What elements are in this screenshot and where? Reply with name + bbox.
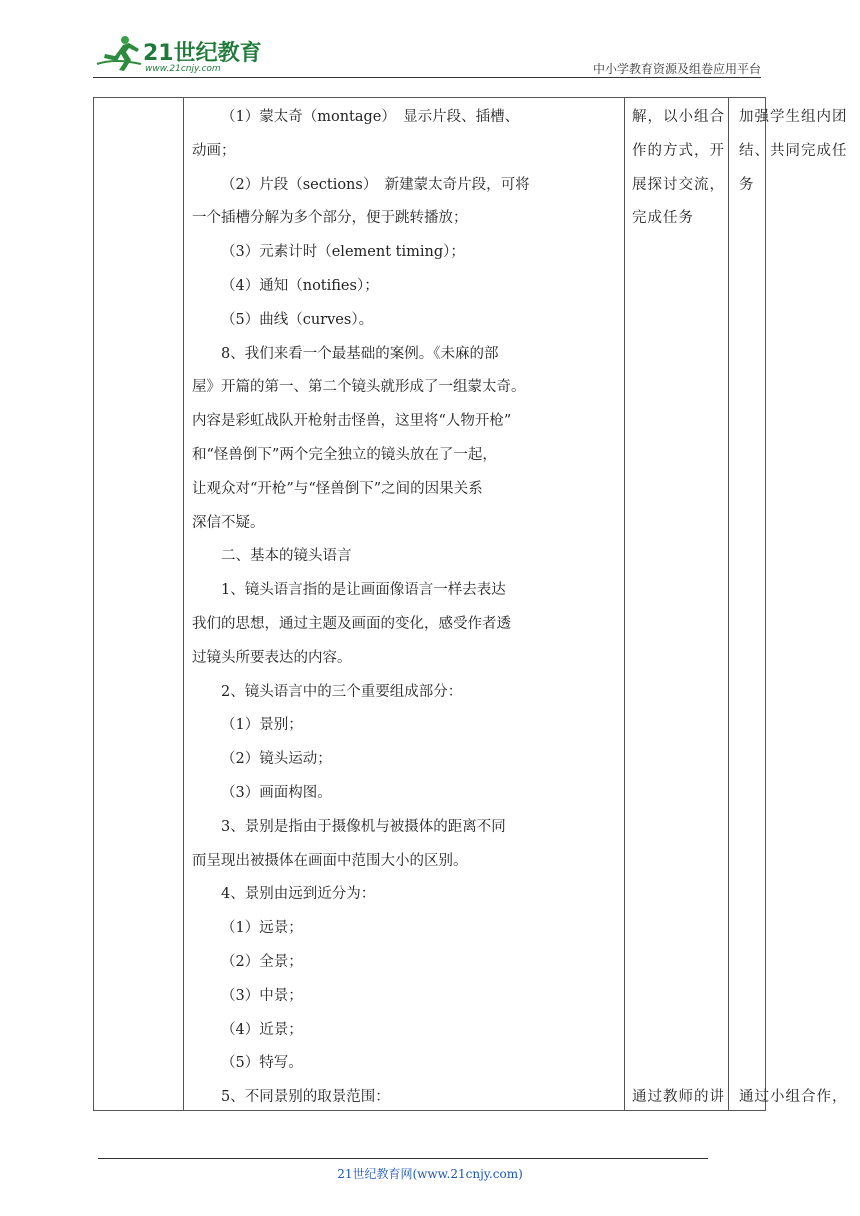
body-line: （2）全景； bbox=[221, 953, 303, 970]
body-line: （2）片段（sections） 新建蒙太奇片段，可将 bbox=[221, 176, 530, 193]
logo-url: www.21cnjy.com bbox=[145, 64, 221, 74]
body-line: 和“怪兽倒下”两个完全独立的镜头放在了一起， bbox=[192, 446, 497, 463]
body-line: （3）元素计时（element timing）； bbox=[221, 244, 465, 261]
teacher-activity-text bbox=[192, 101, 617, 1115]
student-activity-text bbox=[632, 101, 728, 236]
body-line: 我们的思想，通过主题及画面的变化，感受作者透 bbox=[192, 615, 511, 632]
footer-link[interactable]: 21世纪教育网(www.21cnjy.com) bbox=[337, 1167, 523, 1181]
body-line: 8、我们来看一个最基础的案例。《未麻的部 bbox=[221, 345, 499, 362]
body-line: 3、景别是指由于摄像机与被摄体的距离不同 bbox=[221, 818, 506, 835]
intent-line: 加强学生组内团 bbox=[739, 109, 848, 125]
body-line: （2）镜头运动； bbox=[221, 751, 332, 768]
platform-name: 中小学教育资源及组卷应用平台 bbox=[592, 62, 761, 76]
body-line: （3）中景； bbox=[221, 987, 303, 1004]
lesson-table bbox=[93, 97, 848, 1111]
running-figure-icon bbox=[95, 34, 143, 72]
page-header bbox=[93, 30, 761, 80]
student-line: 展探讨交流， bbox=[632, 176, 725, 193]
body-line: 2、镜头语言中的三个重要组成部分： bbox=[221, 683, 463, 700]
body-line: （5）曲线（curves）。 bbox=[221, 311, 374, 328]
student-line: 通过教师的讲 bbox=[632, 1089, 725, 1105]
body-line: 一个插槽分解为多个部分，便于跳转播放； bbox=[192, 210, 468, 227]
body-line: （1）景别； bbox=[221, 717, 303, 734]
body-line: 深信不疑。 bbox=[192, 514, 265, 531]
stage-column bbox=[94, 98, 184, 1110]
body-line: （1）蒙太奇（montage） 显示片段、插槽、 bbox=[221, 109, 520, 125]
footer-divider bbox=[98, 1158, 708, 1159]
site-logo bbox=[93, 30, 263, 76]
design-intent-column bbox=[729, 98, 766, 1110]
intent-line: 务 bbox=[739, 176, 755, 193]
intent-line: 结、共同完成任 bbox=[739, 142, 848, 159]
body-line: 过镜头所要表达的内容。 bbox=[192, 649, 352, 666]
header-divider bbox=[93, 77, 761, 78]
intent-line: 通过小组合作， bbox=[739, 1089, 848, 1105]
body-line: （5）特写。 bbox=[221, 1055, 303, 1072]
student-activity-text-bottom bbox=[632, 1081, 728, 1115]
logo-title: 21世纪教育 bbox=[143, 41, 262, 66]
body-line: 5、不同景别的取景范围： bbox=[221, 1089, 390, 1106]
body-line: 二、基本的镜头语言 bbox=[221, 548, 352, 565]
student-line: 作的方式，开 bbox=[632, 142, 725, 159]
design-intent-text-bottom bbox=[739, 1081, 860, 1115]
body-line: 1、镜头语言指的是让画面像语言一样去表达 bbox=[221, 582, 506, 599]
body-line: 动画； bbox=[192, 142, 236, 159]
body-line: （4）通知（notifies）； bbox=[221, 277, 379, 294]
body-line: 屋》开篇的第一、第二个镜头就形成了一组蒙太奇。 bbox=[192, 379, 526, 396]
body-line: （4）近景； bbox=[221, 1021, 303, 1038]
body-line: 内容是彩虹战队开枪射击怪兽，这里将“人物开枪” bbox=[192, 413, 512, 430]
body-line: 4、景别由远到近分为： bbox=[221, 886, 376, 903]
body-line: （3）画面构图。 bbox=[221, 784, 332, 801]
body-line: （1）远景； bbox=[221, 920, 303, 937]
student-line: 完成任务 bbox=[632, 210, 694, 227]
design-intent-text bbox=[739, 101, 860, 202]
student-line: 解，以小组合 bbox=[632, 109, 725, 125]
body-line: 让观众对“开枪”与“怪兽倒下”之间的因果关系 bbox=[192, 480, 483, 497]
body-line: 而呈现出被摄体在画面中范围大小的区别。 bbox=[192, 852, 468, 869]
student-activity-column bbox=[625, 98, 729, 1110]
